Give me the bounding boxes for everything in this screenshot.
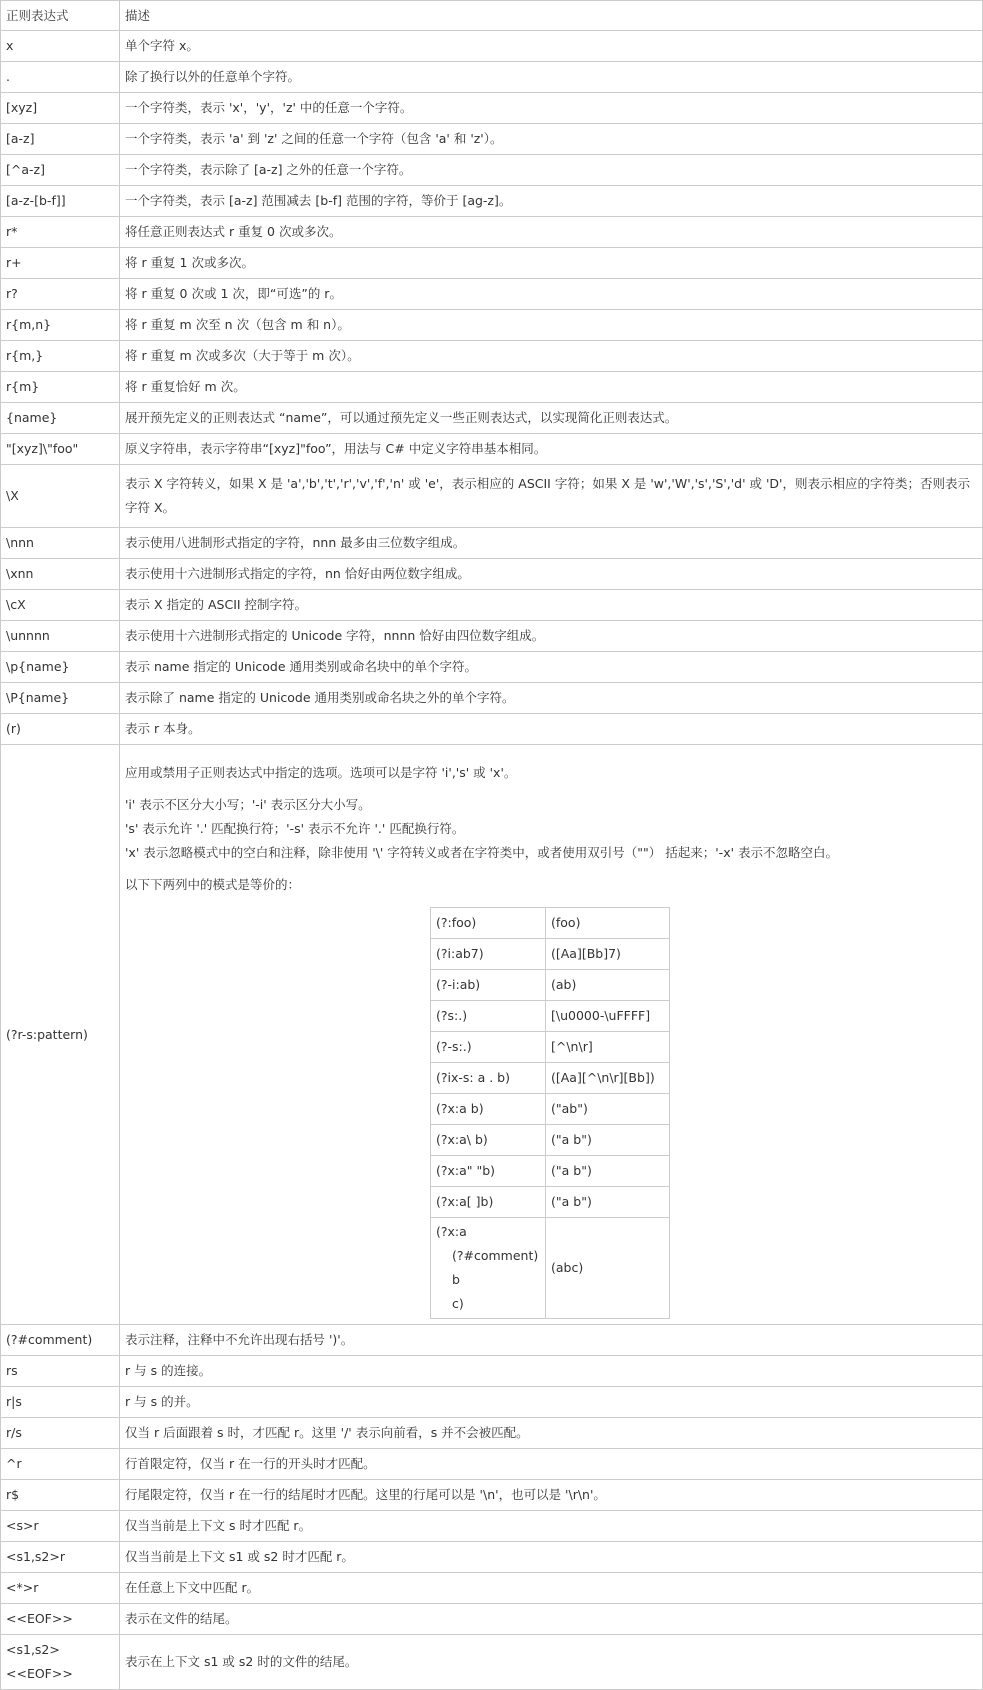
regex-desc-cell: 表示使用十六进制形式指定的 Unicode 字符，nnnn 恰好由四位数字组成。: [120, 621, 983, 652]
equivalence-row: [431, 1001, 670, 1032]
equivalent-cell: (ab): [546, 970, 670, 1001]
pattern-cell: (?-i:ab): [431, 970, 546, 1001]
table-row: [1, 403, 983, 434]
regex-expr-cell: [a-z-[b-f]]: [1, 186, 120, 217]
regex-expr-cell: [xyz]: [1, 93, 120, 124]
option-line: 's' 表示允许 '.' 匹配换行符；'-s' 表示不允许 '.' 匹配换行符。: [125, 821, 465, 836]
equivalent-cell: [\u0000-\uFFFF]: [546, 1001, 670, 1032]
regex-desc-cell: 表示在文件的结尾。: [120, 1604, 983, 1635]
regex-desc-cell: 将 r 重复 0 次或 1 次，即“可选”的 r。: [120, 279, 983, 310]
regex-desc-cell: 表示在上下文 s1 或 s2 时的文件的结尾。: [120, 1635, 983, 1690]
regex-desc-cell: 原义字符串，表示字符串“[xyz]"foo”，用法与 C# 中定义字符串基本相同。: [120, 434, 983, 465]
regex-desc-cell: 将任意正则表达式 r 重复 0 次或多次。: [120, 217, 983, 248]
regex-desc-cell: r 与 s 的连接。: [120, 1356, 983, 1387]
regex-desc-cell: 表示注释，注释中不允许出现右括号 ')'。: [120, 1325, 983, 1356]
table-row: [1, 62, 983, 93]
regex-desc-cell: 除了换行以外的任意单个字符。: [120, 62, 983, 93]
regex-desc-cell: 仅当当前是上下文 s 时才匹配 r。: [120, 1511, 983, 1542]
regex-desc-cell: 表示 X 指定的 ASCII 控制字符。: [120, 590, 983, 621]
equivalent-cell: (abc): [546, 1218, 670, 1319]
regex-desc-cell: 表示使用十六进制形式指定的字符，nn 恰好由两位数字组成。: [120, 559, 983, 590]
options-desc-cell: [120, 745, 983, 1325]
regex-desc-cell: 行尾限定符，仅当 r 在一行的结尾时才匹配。这里的行尾可以是 '\n'，也可以是 '\r\n'。: [120, 1480, 983, 1511]
regex-desc-cell: 仅当 r 后面跟着 s 时，才匹配 r。这里 '/' 表示向前看，s 并不会被匹配。: [120, 1418, 983, 1449]
regex-desc-cell: 展开预先定义的正则表达式 “name”，可以通过预先定义一些正则表达式，以实现简化正则表达式。: [120, 403, 983, 434]
equivalence-row: [431, 1094, 670, 1125]
options-row: [1, 745, 983, 1325]
table-row: [1, 1418, 983, 1449]
pattern-cell: (?:foo): [431, 908, 546, 939]
table-row: [1, 714, 983, 745]
equivalence-row: [431, 939, 670, 970]
regex-desc-cell: 表示 name 指定的 Unicode 通用类别或命名块中的单个字符。: [120, 652, 983, 683]
regex-desc-cell: 一个字符类，表示 [a-z] 范围减去 [b-f] 范围的字符，等价于 [ag-z]。: [120, 186, 983, 217]
equivalent-cell: ("ab"): [546, 1094, 670, 1125]
regex-desc-cell: 将 r 重复 m 次至 n 次（包含 m 和 n）。: [120, 310, 983, 341]
regex-expr-cell: (r): [1, 714, 120, 745]
regex-expr-cell: r{m,n}: [1, 310, 120, 341]
table-row: [1, 652, 983, 683]
table-row: [1, 528, 983, 559]
header-desc-cell: 描述: [120, 1, 983, 31]
table-row: [1, 155, 983, 186]
regex-desc-cell: 一个字符类，表示 'a' 到 'z' 之间的任意一个字符（包含 'a' 和 'z'）。: [120, 124, 983, 155]
regex-expr-cell: [1, 1635, 120, 1690]
equivalence-row: [431, 1156, 670, 1187]
table-header-row: [1, 1, 983, 31]
table-row: [1, 465, 983, 528]
regex-expr-cell: \unnnn: [1, 621, 120, 652]
regex-desc-cell: 一个字符类，表示 'x'，'y'，'z' 中的任意一个字符。: [120, 93, 983, 124]
pattern-cell: (?x:a\ b): [431, 1125, 546, 1156]
pattern-cell: (?s:.): [431, 1001, 546, 1032]
table-row: [1, 590, 983, 621]
table-row: [1, 186, 983, 217]
pattern-line: b: [452, 1272, 460, 1287]
table-row: [1, 559, 983, 590]
expr-line: <s1,s2>: [6, 1642, 60, 1657]
regex-expr-cell: <s>r: [1, 1511, 120, 1542]
regex-desc-cell: 表示使用八进制形式指定的字符，nnn 最多由三位数字组成。: [120, 528, 983, 559]
options-lines: [125, 793, 977, 865]
option-line: 'x' 表示忽略模式中的空白和注释，除非使用 '\' 字符转义或者在字符类中，或者使用双引号（""） 括起来；'-x' 表示不忽略空白。: [125, 845, 839, 860]
pattern-line: c): [452, 1296, 464, 1311]
regex-expr-cell: r{m,}: [1, 341, 120, 372]
regex-expr-cell: r?: [1, 279, 120, 310]
equivalence-row: [431, 1063, 670, 1094]
table-row: [1, 93, 983, 124]
table-row: [1, 1325, 983, 1356]
header-expr-cell: 正则表达式: [1, 1, 120, 31]
regex-desc-cell: 将 r 重复 1 次或多次。: [120, 248, 983, 279]
regex-expr-cell: r/s: [1, 1418, 120, 1449]
table-row: [1, 1573, 983, 1604]
pattern-cell: (?i:ab7): [431, 939, 546, 970]
regex-desc-cell: 在任意上下文中匹配 r。: [120, 1573, 983, 1604]
regex-expr-cell: [a-z]: [1, 124, 120, 155]
regex-expr-cell: \cX: [1, 590, 120, 621]
regex-expr-cell: \X: [1, 465, 120, 528]
regex-expr-cell: <s1,s2>r: [1, 1542, 120, 1573]
equivalent-cell: ([Aa][Bb]7): [546, 939, 670, 970]
regex-expr-cell: r{m}: [1, 372, 120, 403]
equivalence-row: [431, 1218, 670, 1319]
table-row: [1, 1449, 983, 1480]
equivalent-cell: ("a b"): [546, 1156, 670, 1187]
regex-expr-cell: \P{name}: [1, 683, 120, 714]
regex-expr-cell: (?r-s:pattern): [1, 745, 120, 1325]
regex-desc-cell: 将 r 重复恰好 m 次。: [120, 372, 983, 403]
table-row: [1, 279, 983, 310]
regex-expr-cell: x: [1, 31, 120, 62]
options-intro: 应用或禁用子正则表达式中指定的选项。选项可以是字符 'i','s' 或 'x'。: [125, 765, 517, 780]
table-row: [1, 1356, 983, 1387]
pattern-line: (?#comment): [452, 1248, 539, 1263]
equivalent-cell: (foo): [546, 908, 670, 939]
pattern-cell: (?-s:.): [431, 1032, 546, 1063]
table-row: [1, 434, 983, 465]
table-row: [1, 1480, 983, 1511]
regex-expr-cell: \p{name}: [1, 652, 120, 683]
pattern-line: (?x:a: [436, 1224, 467, 1239]
regex-expr-cell: <*>r: [1, 1573, 120, 1604]
table-row: [1, 1542, 983, 1573]
regex-expr-cell: r$: [1, 1480, 120, 1511]
regex-desc-cell: 表示 r 本身。: [120, 714, 983, 745]
pattern-cell: (?x:a" "b): [431, 1156, 546, 1187]
equivalent-cell: ("a b"): [546, 1187, 670, 1218]
table-row: [1, 124, 983, 155]
regex-expr-cell: [^a-z]: [1, 155, 120, 186]
regex-expr-cell: \xnn: [1, 559, 120, 590]
regex-expr-cell: ^r: [1, 1449, 120, 1480]
regex-desc-cell: 将 r 重复 m 次或多次（大于等于 m 次）。: [120, 341, 983, 372]
table-row: [1, 372, 983, 403]
equivalence-row: [431, 1187, 670, 1218]
equivalence-row: [431, 1032, 670, 1063]
regex-expr-cell: <<EOF>>: [1, 1604, 120, 1635]
equivalent-cell: ([Aa][^\n\r][Bb]): [546, 1063, 670, 1094]
table-row: [1, 621, 983, 652]
table-row: [1, 1635, 983, 1690]
table-row: [1, 1511, 983, 1542]
regex-desc-cell: 一个字符类，表示除了 [a-z] 之外的任意一个字符。: [120, 155, 983, 186]
equivalence-caption: 以下下两列中的模式是等价的：: [125, 877, 301, 892]
regex-desc-cell: 行首限定符，仅当 r 在一行的开头时才匹配。: [120, 1449, 983, 1480]
regex-expr-cell: rs: [1, 1356, 120, 1387]
pattern-cell: (?x:a b): [431, 1094, 546, 1125]
regex-expr-cell: r+: [1, 248, 120, 279]
option-line: 'i' 表示不区分大小写；'-i' 表示区分大小写。: [125, 797, 371, 812]
equivalence-table: [430, 907, 670, 1319]
table-row: [1, 310, 983, 341]
equivalence-row: [431, 970, 670, 1001]
table-row: [1, 31, 983, 62]
regex-desc-cell: r 与 s 的并。: [120, 1387, 983, 1418]
table-row: [1, 1604, 983, 1635]
regex-expr-cell: r|s: [1, 1387, 120, 1418]
table-row: [1, 341, 983, 372]
regex-expr-cell: {name}: [1, 403, 120, 434]
regex-desc-cell: 表示 X 字符转义，如果 X 是 'a','b','t','r','v','f','n' 或 'e'，表示相应的 ASCII 字符；如果 X 是 'w','W','s','S','d' 或 'D'，则表示相应的字符类；否则表示字符 X。: [120, 465, 983, 528]
regex-desc-cell: 表示除了 name 指定的 Unicode 通用类别或命名块之外的单个字符。: [120, 683, 983, 714]
table-row: [1, 683, 983, 714]
table-row: [1, 217, 983, 248]
regex-expr-cell: r*: [1, 217, 120, 248]
equivalence-row: [431, 1125, 670, 1156]
equivalence-row: [431, 908, 670, 939]
regex-desc-cell: 仅当当前是上下文 s1 或 s2 时才匹配 r。: [120, 1542, 983, 1573]
regex-expr-cell: "[xyz]\"foo": [1, 434, 120, 465]
equivalent-cell: [^\n\r]: [546, 1032, 670, 1063]
regex-expr-cell: (?#comment): [1, 1325, 120, 1356]
equivalent-cell: ("a b"): [546, 1125, 670, 1156]
regex-expr-cell: \nnn: [1, 528, 120, 559]
pattern-cell: [431, 1218, 546, 1319]
pattern-cell: (?ix-s: a . b): [431, 1063, 546, 1094]
table-row: [1, 248, 983, 279]
pattern-cell: (?x:a[ ]b): [431, 1187, 546, 1218]
table-row: [1, 1387, 983, 1418]
expr-line: <<EOF>>: [6, 1666, 73, 1681]
regex-expr-cell: .: [1, 62, 120, 93]
regex-desc-cell: 单个字符 x。: [120, 31, 983, 62]
